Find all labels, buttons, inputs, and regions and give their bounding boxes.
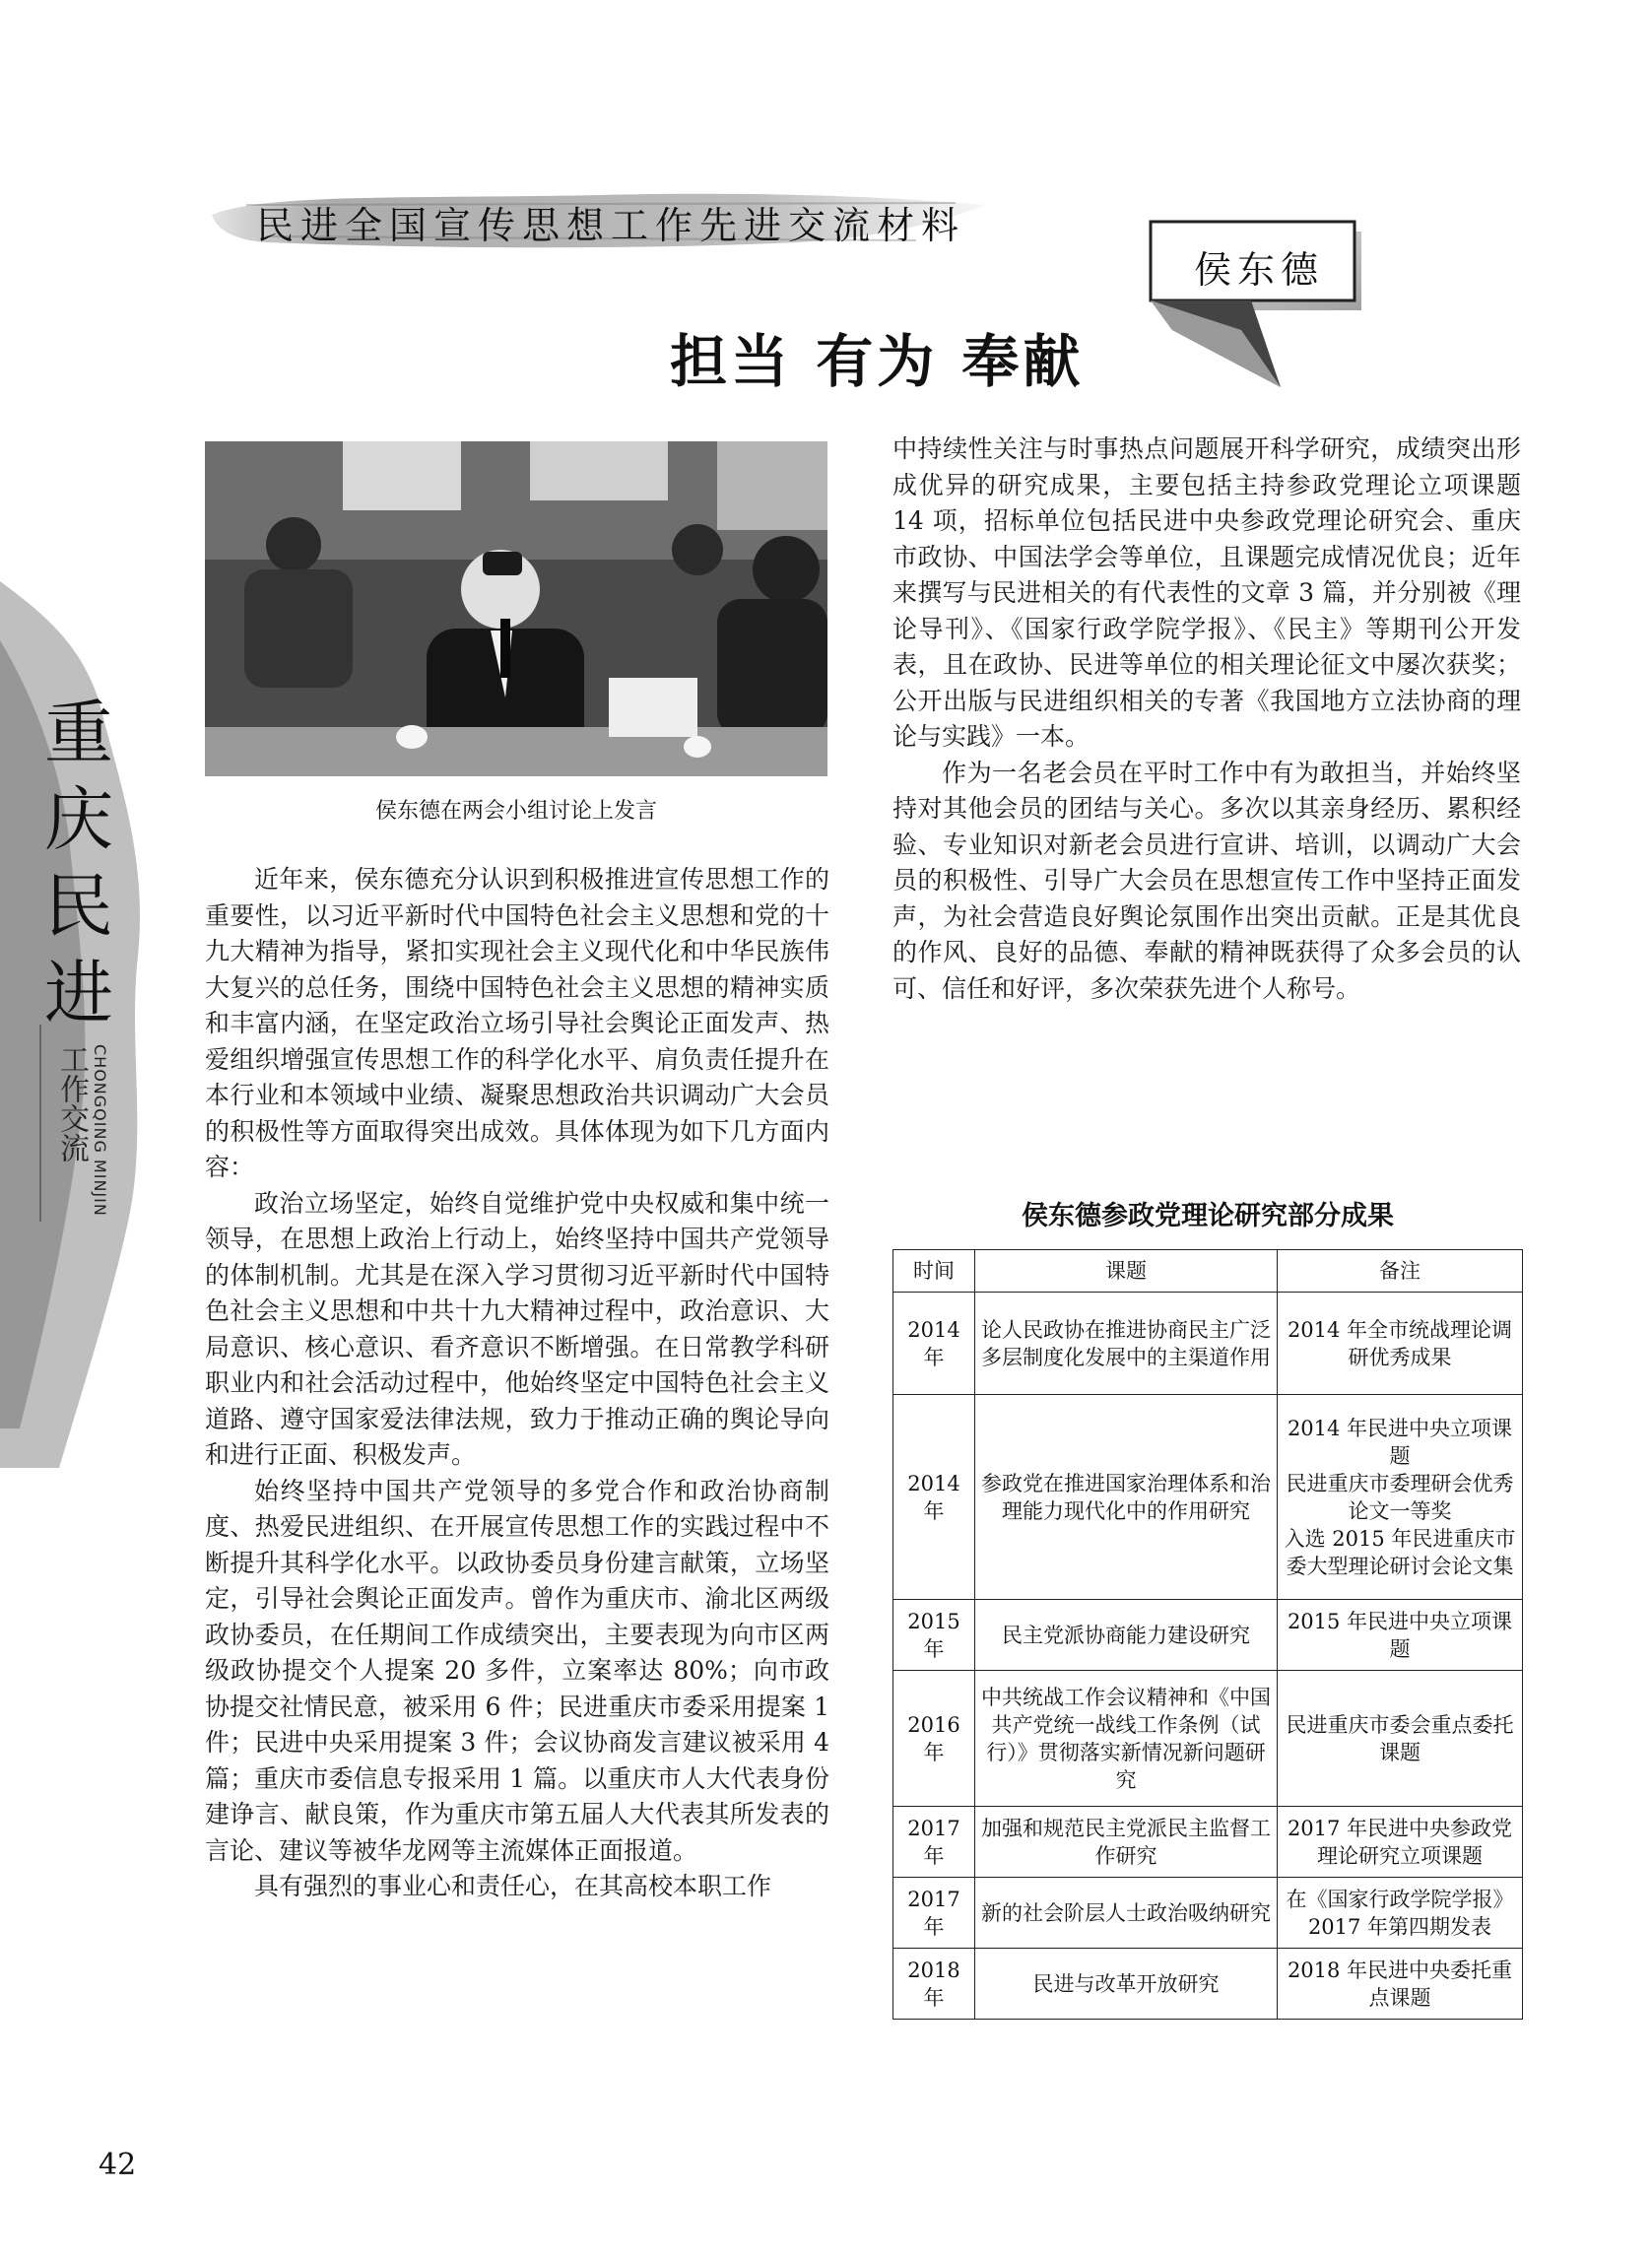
body-paragraph: 具有强烈的事业心和责任心，在其高校本职工作 xyxy=(254,1872,772,1900)
photo-caption: 侯东德在两会小组讨论上发言 xyxy=(374,799,657,824)
cell-note: 在《国家行政学院学报》2017 年第四期发表 xyxy=(1278,1878,1523,1949)
body-paragraph: 近年来，侯东德充分认识到积极推进宣传思想工作的重要性，以习近平新时代中国特色社会主义思想和党的十九大精神为指导，紧扣实现社会主义现代化和中华民族伟大复兴的总任务，围绕中国特色社会主义思想的精神实质和丰富内涵，在坚定政治立场引导社会舆论正面发声、热爱组织增强宣传思想工作的科学化水平、肩负责任提升在本行业和本领域中业绩、凝聚思想政治共识调动广大会员的积极性等方面取得突出成效。具体体现为如下几方面内容： xyxy=(205,865,829,1181)
column-header: 时间 xyxy=(893,1250,975,1293)
table-row xyxy=(893,1671,1523,1807)
table-title: 侯东德参政党理论研究部分成果 xyxy=(1022,1201,1394,1231)
table-row xyxy=(893,1293,1523,1395)
author-tag-shape xyxy=(1133,202,1379,389)
cell-note: 2014 年民进中央立项课题 民进重庆市委理研会优秀论文一等奖 入选 2015 年民进重庆市委大型理论研讨会论文集 xyxy=(1278,1395,1523,1600)
cell-topic: 中共统战工作会议精神和《中国共产党统一战线工作条例（试行）》贯彻落实新情况新问题研究 xyxy=(975,1671,1278,1807)
table-row xyxy=(893,1807,1523,1878)
column-header: 课题 xyxy=(975,1250,1278,1293)
cell-year: 2017年 xyxy=(893,1807,975,1878)
cell-topic: 加强和规范民主党派民主监督工作研究 xyxy=(975,1807,1278,1878)
results-table xyxy=(892,1249,1523,2020)
banner-title: 民进全国宣传思想工作先进交流材料 xyxy=(256,204,966,247)
left-column xyxy=(205,862,829,1905)
magazine-name: 重庆民进 xyxy=(44,693,113,1033)
author-name: 侯东德 xyxy=(1194,248,1325,292)
table-row xyxy=(893,1395,1523,1600)
cell-note: 2018 年民进中央委托重点课题 xyxy=(1278,1949,1523,2020)
cell-year: 2017年 xyxy=(893,1878,975,1949)
table-row xyxy=(893,1949,1523,2020)
table-header-row xyxy=(893,1250,1523,1293)
body-paragraph-continued: 中持续性关注与时事热点问题展开科学研究，成绩突出形成优异的研究成果，主要包括主持参政党理论立项课题 14 项，招标单位包括民进中央参政党理论研究会、重庆市政协、中国法学会等单位，且课题完成情况优良；近年来撰写与民进相关的有代表性的文章 3 篇，并分别被《理论导刊》、《国家行政学院学报》、《民主》等期刊公开发表，且在政协、民进等单位的相关理论征文中屡次获奖；公开出版与民进组织相关的专著《我国地方立法协商的理论与实践》一本。 xyxy=(892,434,1521,751)
cell-year: 2016年 xyxy=(893,1671,975,1807)
table-row xyxy=(893,1878,1523,1949)
table-row xyxy=(893,1600,1523,1671)
cell-year: 2014年 xyxy=(893,1395,975,1600)
section-name: 工作交流 xyxy=(54,1044,89,1162)
right-column xyxy=(892,431,1521,1007)
photo-illustration xyxy=(205,441,827,776)
side-divider xyxy=(39,1025,41,1222)
cell-topic: 参政党在推进国家治理体系和治理能力现代化中的作用研究 xyxy=(975,1395,1278,1600)
meeting-photo xyxy=(205,441,827,776)
cell-note: 民进重庆市委会重点委托课题 xyxy=(1278,1671,1523,1807)
cell-year: 2018年 xyxy=(893,1949,975,2020)
column-header: 备注 xyxy=(1278,1250,1523,1293)
article-title: 担当 有为 奉献 xyxy=(670,328,1085,395)
cell-year: 2015年 xyxy=(893,1600,975,1671)
magazine-pinyin: CHONGQING MINJIN xyxy=(91,1044,109,1217)
section-banner xyxy=(207,185,995,256)
cell-note: 2015 年民进中央立项课题 xyxy=(1278,1600,1523,1671)
cell-topic: 论人民政协在推进协商民主广泛多层制度化发展中的主渠道作用 xyxy=(975,1293,1278,1395)
cell-year: 2014年 xyxy=(893,1293,975,1395)
cell-topic: 民主党派协商能力建设研究 xyxy=(975,1600,1278,1671)
body-paragraph: 始终坚持中国共产党领导的多党合作和政治协商制度、热爱民进组织、在开展宣传思想工作的实践过程中不断提升其科学化水平。以政协委员身份建言献策，立场坚定，引导社会舆论正面发声。曾作为重庆市、渝北区两级政协委员，在任期间工作成绩突出，主要表现为向市区两级政协提交个人提案 20 多件，立案率达 80%；向市政协提交社情民意，被采用 6 件；民进重庆市委采用提案 1 件；民进中央采用提案 3 件；会议协商发言建议被采用 4 篇；重庆市委信息专报采用 1 篇。以重庆市人大代表身份建诤言、献良策，作为重庆市第五届人大代表其所发表的言论、建议等被华龙网等主流媒体正面报道。 xyxy=(205,1476,829,1865)
body-paragraph: 政治立场坚定，始终自觉维护党中央权威和集中统一领导，在思想上政治上行动上，始终坚持中国共产党领导的体制机制。尤其是在深入学习贯彻习近平新时代中国特色社会主义思想和中共十九大精神过程中，政治意识、大局意识、核心意识、看齐意识不断增强。在日常教学科研职业内和社会活动过程中，他始终坚定中国特色社会主义道路、遵守国家爱法律法规，致力于推动正确的舆论导向和进行正面、积极发声。 xyxy=(205,1188,829,1469)
cell-topic: 新的社会阶层人士政治吸纳研究 xyxy=(975,1878,1278,1949)
cell-note: 2014 年全市统战理论调研优秀成果 xyxy=(1278,1293,1523,1395)
cell-topic: 民进与改革开放研究 xyxy=(975,1949,1278,2020)
author-tag xyxy=(1133,202,1379,389)
page-number: 42 xyxy=(99,2148,137,2182)
body-paragraph: 作为一名老会员在平时工作中有为敢担当，并始终坚持对其他会员的团结与关心。多次以其亲身经历、累积经验、专业知识对新老会员进行宣讲、培训，以调动广大会员的积极性、引导广大会员在思想宣传工作中坚持正面发声，为社会营造良好舆论氛围作出突出贡献。正是其优良的作风、良好的品德、奉献的精神既获得了众多会员的认可、信任和好评，多次荣获先进个人称号。 xyxy=(892,758,1521,1003)
cell-note: 2017 年民进中央参政党理论研究立项课题 xyxy=(1278,1807,1523,1878)
